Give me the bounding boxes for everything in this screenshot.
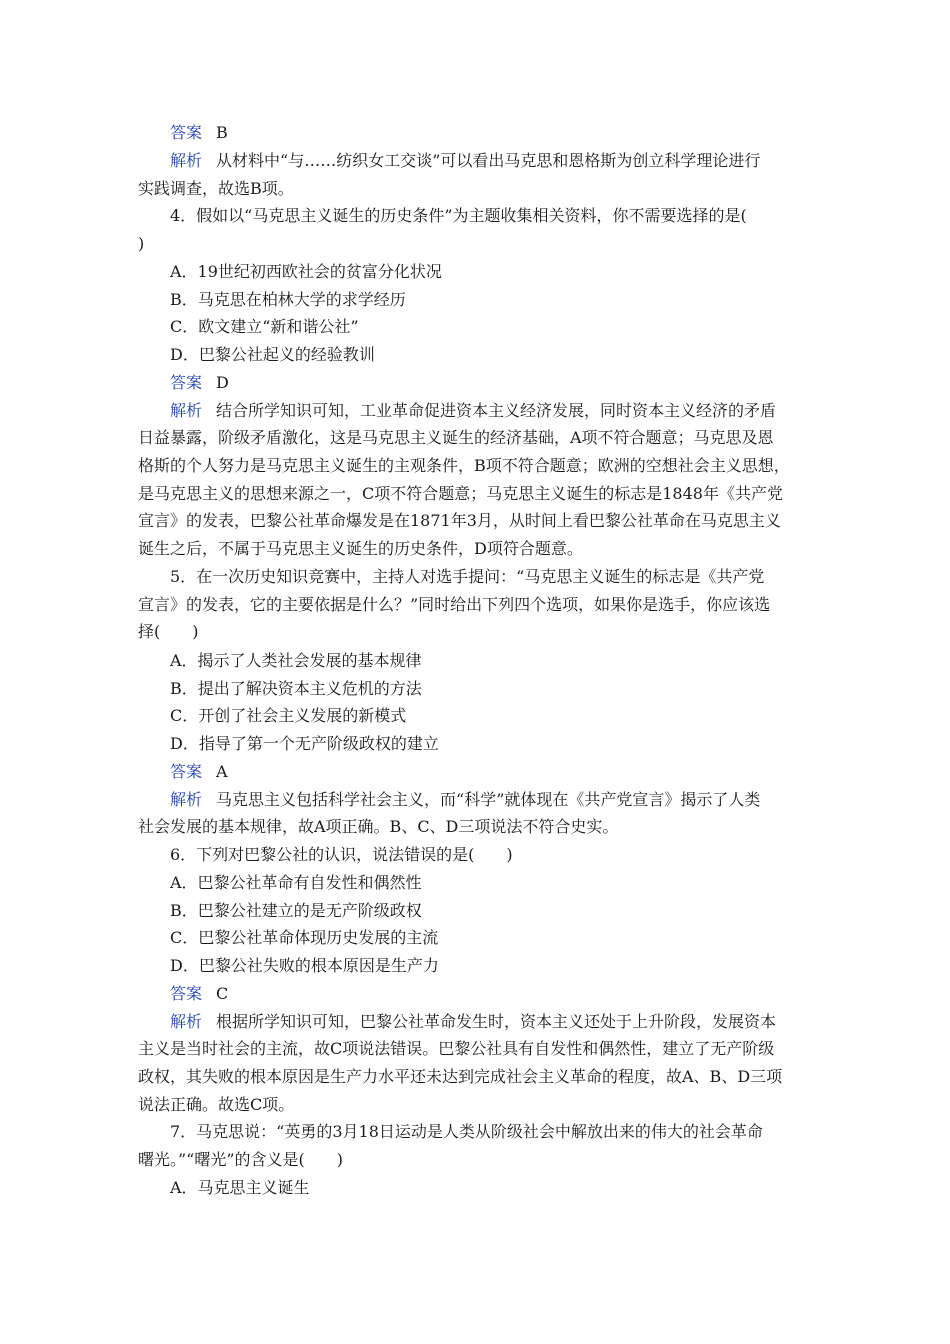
- analysis-line: [170, 1012, 850, 1032]
- text-line: 宣言》的发表，巴黎公社革命爆发是在1871年3月，从时间上看巴黎公社革命在马克思主义: [138, 511, 781, 530]
- option-line: A．马克思主义诞生: [170, 1178, 310, 1197]
- analysis-label: 解析: [170, 401, 203, 420]
- text-line: 诞生之后，不属于马克思主义诞生的历史条件，D项符合题意。: [138, 539, 583, 558]
- question-line: 5．在一次历史知识竞赛中，主持人对选手提问：“马克思主义诞生的标志是《共产党: [170, 567, 765, 586]
- answer-label: 答案: [170, 123, 203, 142]
- analysis-line: [170, 401, 850, 421]
- analysis-label: 解析: [170, 151, 203, 170]
- option-line: A．揭示了人类社会发展的基本规律: [170, 651, 422, 670]
- option-line: C．巴黎公社革命体现历史发展的主流: [170, 928, 439, 947]
- analysis-text: 结合所学知识可知，工业革命促进资本主义经济发展，同时资本主义经济的矛盾: [216, 401, 777, 420]
- answer-line: [170, 984, 850, 1004]
- analysis-line: [170, 790, 850, 810]
- text-line: ): [138, 234, 145, 253]
- question-line: 4．假如以“马克思主义诞生的历史条件”为主题收集相关资料，你不需要选择的是(: [170, 206, 747, 225]
- option-line: B．提出了解决资本主义危机的方法: [170, 679, 422, 698]
- option-line: A．19世纪初西欧社会的贫富分化状况: [170, 262, 442, 281]
- analysis-label: 解析: [170, 790, 203, 809]
- text-line: 政权，其失败的根本原因是生产力水平还未达到完成社会主义革命的程度，故A、B、D三项: [138, 1067, 783, 1086]
- analysis-line: [170, 151, 850, 171]
- option-line: B．马克思在柏林大学的求学经历: [170, 290, 406, 309]
- text-line: 是马克思主义的思想来源之一，C项不符合题意；马克思主义诞生的标志是1848年《共产党: [138, 484, 783, 503]
- answer-line: [170, 373, 850, 393]
- option-line: C．开创了社会主义发展的新模式: [170, 706, 407, 725]
- answer-value: B: [216, 123, 228, 142]
- text-line: 日益暴露，阶级矛盾激化，这是马克思主义诞生的经济基础，A项不符合题意；马克思及恩: [138, 428, 774, 447]
- answer-line: [170, 762, 850, 782]
- answer-label: 答案: [170, 373, 203, 392]
- answer-label: 答案: [170, 762, 203, 781]
- text-line: 社会发展的基本规律，故A项正确。B、C、D三项说法不符合史实。: [138, 817, 619, 836]
- option-line: D．指导了第一个无产阶级政权的建立: [170, 734, 439, 753]
- option-line: A．巴黎公社革命有自发性和偶然性: [170, 873, 422, 892]
- text-line: 主义是当时社会的主流，故C项说法错误。巴黎公社具有自发性和偶然性，建立了无产阶级: [138, 1039, 775, 1058]
- question-line: 7．马克思说：“英勇的3月18日运动是人类从阶级社会中解放出来的伟大的社会革命: [170, 1122, 763, 1141]
- answer-line: [170, 123, 850, 143]
- answer-label: 答案: [170, 984, 203, 1003]
- text-line: 说法正确。故选C项。: [138, 1095, 295, 1114]
- analysis-text: 根据所学知识可知，巴黎公社革命发生时，资本主义还处于上升阶段，发展资本: [216, 1012, 777, 1031]
- question-line: 6．下列对巴黎公社的认识，说法错误的是( ): [170, 845, 513, 864]
- option-line: D．巴黎公社失败的根本原因是生产力: [170, 956, 439, 975]
- text-line: 曙光。”“曙光”的含义是( ): [138, 1150, 344, 1169]
- analysis-text: 马克思主义包括科学社会主义，而“科学”就体现在《共产党宣言》揭示了人类: [216, 790, 761, 809]
- option-line: D．巴黎公社起义的经验教训: [170, 345, 375, 364]
- text-line: 宣言》的发表，它的主要依据是什么？”同时给出下列四个选项，如果你是选手，你应该选: [138, 595, 771, 614]
- answer-value: C: [216, 984, 229, 1003]
- analysis-text: 从材料中“与……纺织女工交谈”可以看出马克思和恩格斯为创立科学理论进行: [216, 151, 761, 170]
- text-line: 实践调查，故选B项。: [138, 179, 294, 198]
- analysis-label: 解析: [170, 1012, 203, 1031]
- answer-value: A: [216, 762, 228, 781]
- text-line: 择( ): [138, 622, 199, 641]
- text-line: 格斯的个人努力是马克思主义诞生的主观条件，B项不符合题意；欧洲的空想社会主义思想，: [138, 456, 790, 475]
- option-line: C．欧文建立“新和谐公社”: [170, 317, 359, 336]
- answer-value: D: [216, 373, 229, 392]
- option-line: B．巴黎公社建立的是无产阶级政权: [170, 901, 422, 920]
